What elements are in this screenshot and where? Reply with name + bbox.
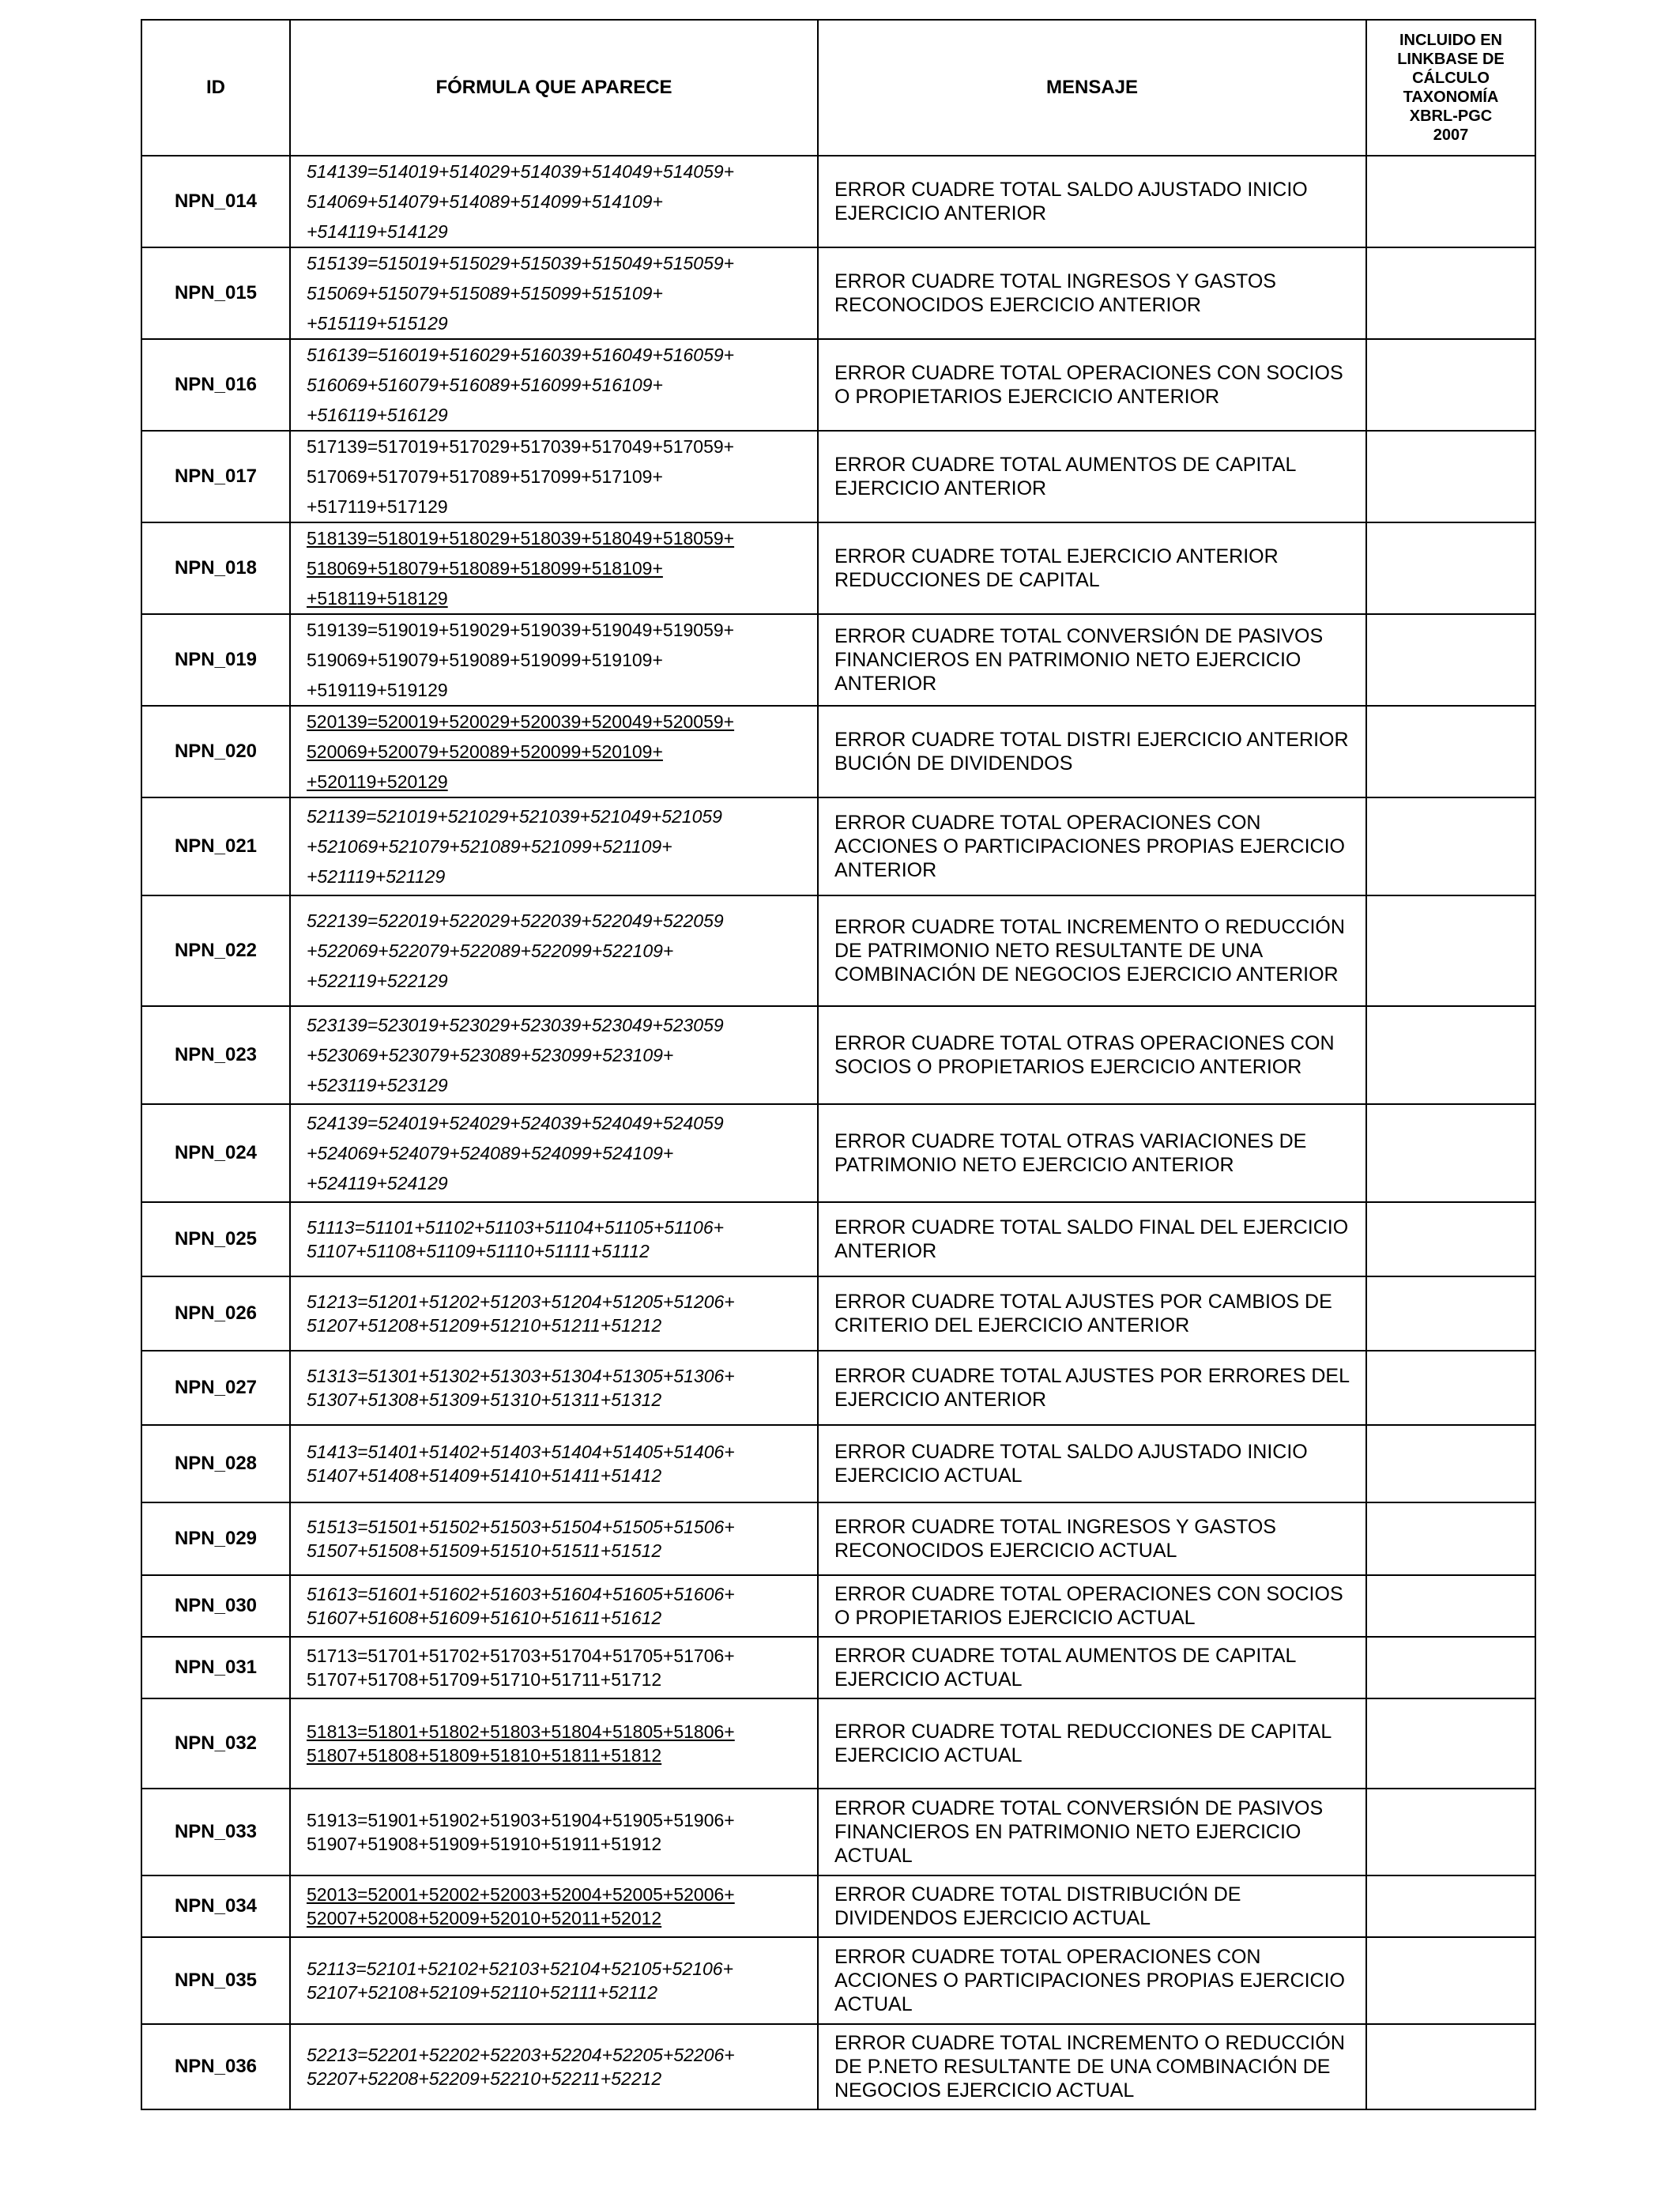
formula-line: 515139=515019+515029+515039+515049+515059+	[307, 253, 735, 273]
header-message: MENSAJE	[818, 20, 1366, 156]
formula-line: 518139=518019+518029+518039+518049+518059+	[307, 528, 735, 548]
rule-id: NPN_016	[141, 339, 290, 431]
formula-line: 519069+519079+519089+519099+519109+	[307, 650, 663, 670]
rule-formula	[290, 522, 818, 614]
table-row	[141, 797, 1535, 895]
rule-included	[1366, 1425, 1535, 1502]
rule-id: NPN_017	[141, 431, 290, 522]
rule-included	[1366, 1875, 1535, 1937]
rule-message: ERROR CUADRE TOTAL CONVERSIÓN DE PASIVOS FINANCIEROS EN PATRIMONIO NETO EJERCICIO ACTUAL	[818, 1789, 1366, 1875]
rule-message: ERROR CUADRE TOTAL INGRESOS Y GASTOS RECONOCIDOS EJERCICIO ANTERIOR	[818, 247, 1366, 339]
rule-formula	[290, 1202, 818, 1276]
formula-line: +522069+522079+522089+522099+522109+	[307, 941, 674, 961]
formula-line: 51113=51101+51102+51103+51104+51105+51106+	[307, 1217, 725, 1238]
rule-formula	[290, 706, 818, 797]
formula-line: 51313=51301+51302+51303+51304+51305+51306+	[307, 1366, 735, 1386]
rule-formula	[290, 1006, 818, 1104]
rule-included	[1366, 522, 1535, 614]
formula-line: +518119+518129	[307, 588, 448, 609]
table-row	[141, 1425, 1535, 1502]
formula-line: +521069+521079+521089+521099+521109+	[307, 836, 672, 857]
rule-included	[1366, 1502, 1535, 1575]
table-row	[141, 1937, 1535, 2024]
rule-formula	[290, 247, 818, 339]
formula-line: +519119+519129	[307, 680, 448, 700]
formula-line: 52213=52201+52202+52203+52204+52205+52206+	[307, 2045, 735, 2065]
rule-included	[1366, 1104, 1535, 1202]
rule-formula	[290, 797, 818, 895]
rule-id: NPN_014	[141, 156, 290, 247]
rule-formula	[290, 1637, 818, 1698]
rule-included	[1366, 156, 1535, 247]
formula-line: 519139=519019+519029+519039+519049+519059+	[307, 620, 735, 640]
formula-line: 51807+51808+51809+51810+51811+51812	[307, 1745, 662, 1766]
formula-line: 51207+51208+51209+51210+51211+51212	[307, 1315, 662, 1336]
table-row	[141, 156, 1535, 247]
rule-id: NPN_015	[141, 247, 290, 339]
rule-formula	[290, 1937, 818, 2024]
rule-message: ERROR CUADRE TOTAL INGRESOS Y GASTOS RECONOCIDOS EJERCICIO ACTUAL	[818, 1502, 1366, 1575]
rule-included	[1366, 895, 1535, 1006]
formula-line: 523139=523019+523029+523039+523049+523059	[307, 1015, 724, 1035]
table-row	[141, 1637, 1535, 1698]
rule-id: NPN_026	[141, 1276, 290, 1351]
table-header-row	[141, 20, 1535, 156]
rule-formula	[290, 156, 818, 247]
rule-message: ERROR CUADRE TOTAL AJUSTES POR CAMBIOS DE CRITERIO DEL EJERCICIO ANTERIOR	[818, 1276, 1366, 1351]
rule-message: ERROR CUADRE TOTAL OPERACIONES CON SOCIOS O PROPIETARIOS EJERCICIO ANTERIOR	[818, 339, 1366, 431]
rule-message: ERROR CUADRE TOTAL AUMENTOS DE CAPITAL EJERCICIO ACTUAL	[818, 1637, 1366, 1698]
formula-line: 516139=516019+516029+516039+516049+516059+	[307, 345, 735, 365]
formula-line: +524069+524079+524089+524099+524109+	[307, 1143, 674, 1163]
formula-line: 514069+514079+514089+514099+514109+	[307, 191, 663, 212]
rule-message: ERROR CUADRE TOTAL AUMENTOS DE CAPITAL EJERCICIO ANTERIOR	[818, 431, 1366, 522]
formula-line: 517139=517019+517029+517039+517049+517059+	[307, 436, 735, 457]
rule-included	[1366, 797, 1535, 895]
rule-formula	[290, 614, 818, 706]
formula-line: +523119+523129	[307, 1075, 448, 1095]
rule-formula	[290, 339, 818, 431]
rule-id: NPN_036	[141, 2024, 290, 2109]
rule-message: ERROR CUADRE TOTAL CONVERSIÓN DE PASIVOS FINANCIEROS EN PATRIMONIO NETO EJERCICIO ANTERIOR	[818, 614, 1366, 706]
rule-formula	[290, 1104, 818, 1202]
rule-formula	[290, 1875, 818, 1937]
rule-message: ERROR CUADRE TOTAL OTRAS OPERACIONES CON SOCIOS O PROPIETARIOS EJERCICIO ANTERIOR	[818, 1006, 1366, 1104]
rule-included	[1366, 706, 1535, 797]
rule-message: ERROR CUADRE TOTAL SALDO FINAL DEL EJERCICIO ANTERIOR	[818, 1202, 1366, 1276]
rule-included	[1366, 1698, 1535, 1789]
rule-id: NPN_034	[141, 1875, 290, 1937]
rule-included	[1366, 1575, 1535, 1637]
rule-included	[1366, 614, 1535, 706]
rule-message: ERROR CUADRE TOTAL SALDO AJUSTADO INICIO EJERCICIO ANTERIOR	[818, 156, 1366, 247]
rule-formula	[290, 1425, 818, 1502]
formula-line: 520069+520079+520089+520099+520109+	[307, 741, 663, 762]
rule-id: NPN_024	[141, 1104, 290, 1202]
rule-id: NPN_027	[141, 1351, 290, 1425]
rule-id: NPN_033	[141, 1789, 290, 1875]
rule-message: ERROR CUADRE TOTAL INCREMENTO O REDUCCIÓN DE P.NETO RESULTANTE DE UNA COMBINACIÓN DE NEGOCIOS EJERCICIO ACTUAL	[818, 2024, 1366, 2109]
rule-id: NPN_032	[141, 1698, 290, 1789]
formula-line: 51413=51401+51402+51403+51404+51405+51406+	[307, 1442, 735, 1462]
rule-id: NPN_022	[141, 895, 290, 1006]
table-row	[141, 1006, 1535, 1104]
table-row	[141, 339, 1535, 431]
rule-included	[1366, 1276, 1535, 1351]
rule-id: NPN_019	[141, 614, 290, 706]
formula-line: 515069+515079+515089+515099+515109+	[307, 283, 663, 303]
formula-line: 51907+51908+51909+51910+51911+51912	[307, 1834, 662, 1854]
table-row	[141, 247, 1535, 339]
rule-message: ERROR CUADRE TOTAL AJUSTES POR ERRORES DEL EJERCICIO ANTERIOR	[818, 1351, 1366, 1425]
rule-included	[1366, 1202, 1535, 1276]
rule-included	[1366, 1351, 1535, 1425]
rule-message: ERROR CUADRE TOTAL EJERCICIO ANTERIOR REDUCCIONES DE CAPITAL	[818, 522, 1366, 614]
table-row	[141, 1104, 1535, 1202]
formula-line: +514119+514129	[307, 221, 448, 242]
rule-message: ERROR CUADRE TOTAL DISTRIBUCIÓN DE DIVIDENDOS EJERCICIO ACTUAL	[818, 1875, 1366, 1937]
table-row	[141, 706, 1535, 797]
formula-line: +524119+524129	[307, 1173, 448, 1193]
validation-rules-table	[141, 19, 1536, 2110]
table-row	[141, 895, 1535, 1006]
formula-line: +521119+521129	[307, 866, 446, 887]
rule-included	[1366, 339, 1535, 431]
rule-formula	[290, 1351, 818, 1425]
table-row	[141, 1276, 1535, 1351]
rule-formula	[290, 1575, 818, 1637]
rule-formula	[290, 1502, 818, 1575]
rule-id: NPN_029	[141, 1502, 290, 1575]
header-included-line: INCLUIDO EN	[1399, 32, 1502, 49]
rule-message: ERROR CUADRE TOTAL OTRAS VARIACIONES DE PATRIMONIO NETO EJERCICIO ANTERIOR	[818, 1104, 1366, 1202]
formula-line: 522139=522019+522029+522039+522049+522059	[307, 910, 724, 931]
formula-line: 51307+51308+51309+51310+51311+51312	[307, 1389, 662, 1410]
rule-formula	[290, 2024, 818, 2109]
rule-id: NPN_025	[141, 1202, 290, 1276]
header-included-line: XBRL-PGC	[1409, 107, 1493, 125]
rule-included	[1366, 1789, 1535, 1875]
rule-message: ERROR CUADRE TOTAL DISTRI EJERCICIO ANTERIOR BUCIÓN DE DIVIDENDOS	[818, 706, 1366, 797]
rule-formula	[290, 431, 818, 522]
formula-line: 517069+517079+517089+517099+517109+	[307, 466, 663, 487]
formula-line: 51713=51701+51702+51703+51704+51705+51706+	[307, 1646, 735, 1666]
rule-included	[1366, 2024, 1535, 2109]
table-row	[141, 1502, 1535, 1575]
rule-formula	[290, 1698, 818, 1789]
header-included-line: LINKBASE DE	[1397, 51, 1505, 68]
rule-message: ERROR CUADRE TOTAL INCREMENTO O REDUCCIÓN DE PATRIMONIO NETO RESULTANTE DE UNA COMBINACIÓN DE NEGOCIOS EJERCICIO ANTERIOR	[818, 895, 1366, 1006]
formula-line: 52113=52101+52102+52103+52104+52105+52106+	[307, 1958, 734, 1979]
formula-line: +523069+523079+523089+523099+523109+	[307, 1045, 674, 1065]
table-row	[141, 614, 1535, 706]
formula-line: 520139=520019+520029+520039+520049+520059+	[307, 711, 735, 732]
rule-message: ERROR CUADRE TOTAL REDUCCIONES DE CAPITAL EJERCICIO ACTUAL	[818, 1698, 1366, 1789]
rule-included	[1366, 1937, 1535, 2024]
rule-id: NPN_021	[141, 797, 290, 895]
formula-line: 52107+52108+52109+52110+52111+52112	[307, 1982, 658, 2003]
formula-line: +520119+520129	[307, 771, 448, 792]
rule-id: NPN_031	[141, 1637, 290, 1698]
table-row	[141, 1875, 1535, 1937]
formula-line: 51107+51108+51109+51110+51111+51112	[307, 1241, 650, 1261]
formula-line: 51707+51708+51709+51710+51711+51712	[307, 1669, 662, 1690]
formula-line: 51607+51608+51609+51610+51611+51612	[307, 1608, 662, 1628]
rule-id: NPN_030	[141, 1575, 290, 1637]
table-row	[141, 522, 1535, 614]
rule-formula	[290, 1276, 818, 1351]
formula-line: 52007+52008+52009+52010+52011+52012	[307, 1908, 662, 1928]
formula-line: +515119+515129	[307, 313, 448, 334]
formula-line: 52207+52208+52209+52210+52211+52212	[307, 2068, 662, 2089]
formula-line: +522119+522129	[307, 971, 448, 991]
formula-line: 524139=524019+524029+524039+524049+524059	[307, 1113, 724, 1133]
header-id: ID	[141, 20, 290, 156]
header-included-line: CÁLCULO	[1412, 70, 1490, 87]
header-included-line: 2007	[1433, 126, 1469, 144]
rule-id: NPN_035	[141, 1937, 290, 2024]
formula-line: 514139=514019+514029+514039+514049+514059+	[307, 161, 735, 182]
formula-line: 51407+51408+51409+51410+51411+51412	[307, 1465, 662, 1486]
table-row	[141, 1351, 1535, 1425]
table-row	[141, 1789, 1535, 1875]
header-formula: FÓRMULA QUE APARECE	[290, 20, 818, 156]
table-row	[141, 1575, 1535, 1637]
rule-message: ERROR CUADRE TOTAL SALDO AJUSTADO INICIO EJERCICIO ACTUAL	[818, 1425, 1366, 1502]
rule-message: ERROR CUADRE TOTAL OPERACIONES CON SOCIOS O PROPIETARIOS EJERCICIO ACTUAL	[818, 1575, 1366, 1637]
formula-line: 518069+518079+518089+518099+518109+	[307, 558, 663, 579]
formula-line: +517119+517129	[307, 496, 448, 517]
header-included	[1366, 20, 1535, 156]
rule-message: ERROR CUADRE TOTAL OPERACIONES CON ACCIONES O PARTICIPACIONES PROPIAS EJERCICIO ANTERIOR	[818, 797, 1366, 895]
formula-line: 51913=51901+51902+51903+51904+51905+51906+	[307, 1810, 735, 1830]
rule-message: ERROR CUADRE TOTAL OPERACIONES CON ACCIONES O PARTICIPACIONES PROPIAS EJERCICIO ACTUAL	[818, 1937, 1366, 2024]
rule-included	[1366, 431, 1535, 522]
table-row	[141, 1698, 1535, 1789]
rule-formula	[290, 895, 818, 1006]
formula-line: 51613=51601+51602+51603+51604+51605+51606+	[307, 1584, 735, 1604]
formula-line: 52013=52001+52002+52003+52004+52005+52006+	[307, 1884, 735, 1905]
formula-line: 51813=51801+51802+51803+51804+51805+51806+	[307, 1721, 735, 1742]
rule-included	[1366, 247, 1535, 339]
rule-included	[1366, 1006, 1535, 1104]
rule-id: NPN_028	[141, 1425, 290, 1502]
table-row	[141, 431, 1535, 522]
formula-line: 51507+51508+51509+51510+51511+51512	[307, 1540, 662, 1561]
formula-line: 51513=51501+51502+51503+51504+51505+51506+	[307, 1517, 735, 1537]
rule-formula	[290, 1789, 818, 1875]
formula-line: 51213=51201+51202+51203+51204+51205+51206+	[307, 1291, 735, 1312]
table-row	[141, 2024, 1535, 2109]
formula-line: 516069+516079+516089+516099+516109+	[307, 375, 663, 395]
formula-line: +516119+516129	[307, 405, 448, 425]
header-included-line: TAXONOMÍA	[1403, 89, 1499, 106]
formula-line: 521139=521019+521029+521039+521049+521059	[307, 806, 722, 827]
rule-id: NPN_020	[141, 706, 290, 797]
rule-id: NPN_023	[141, 1006, 290, 1104]
table-row	[141, 1202, 1535, 1276]
rule-id: NPN_018	[141, 522, 290, 614]
rule-included	[1366, 1637, 1535, 1698]
